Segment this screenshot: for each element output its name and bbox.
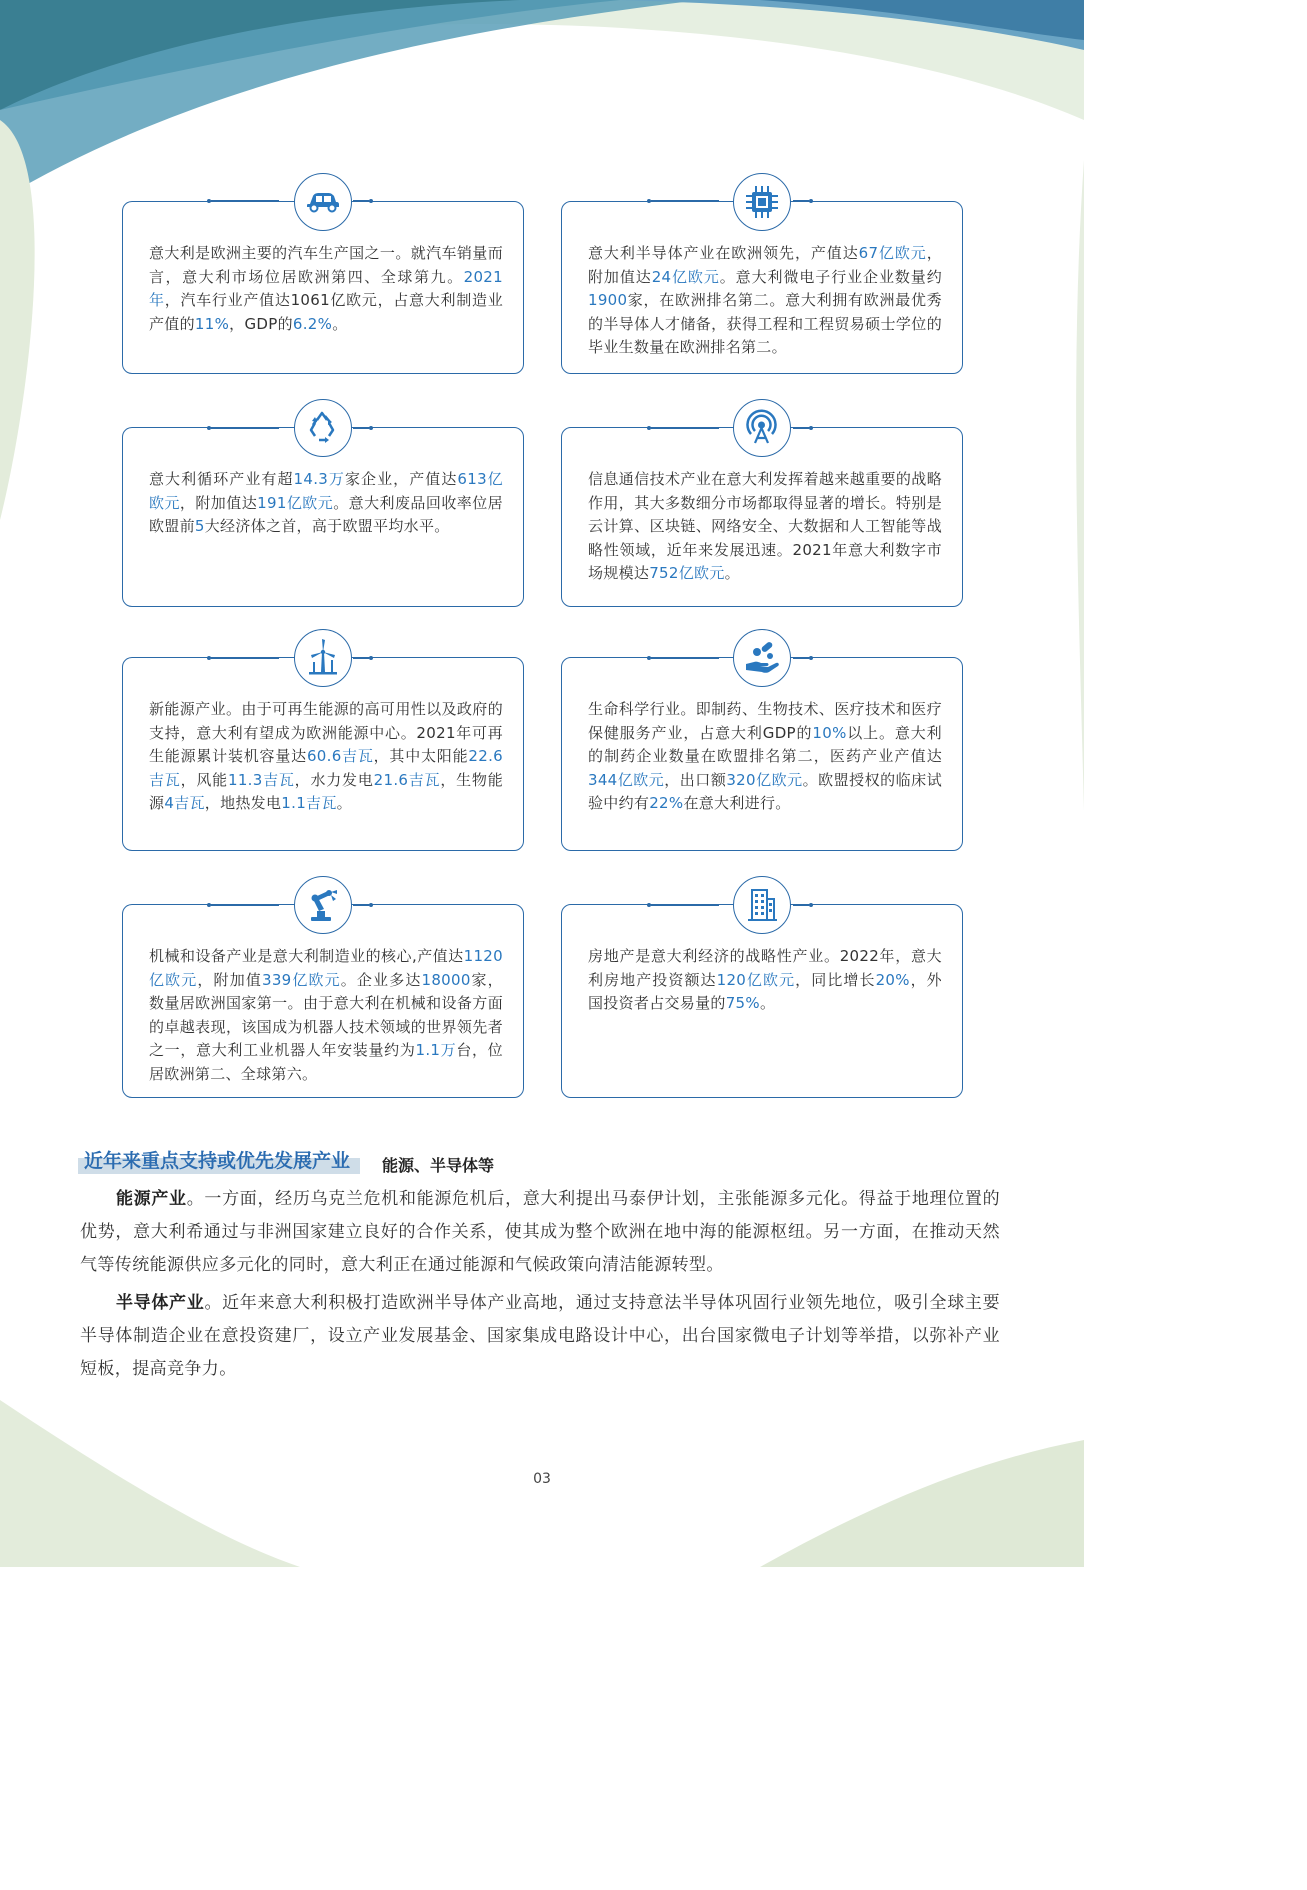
card-text-segment: ，附加值达 bbox=[179, 493, 258, 512]
card-text-segment: ，外国投资者占交易量的 bbox=[588, 970, 942, 1012]
card-text-segment: 以上。意大利的制药企业数量在欧盟排名第二，医药产业产值达 bbox=[588, 723, 942, 765]
card-text-segment: 家企业，产值达 bbox=[344, 470, 458, 488]
building-icon bbox=[733, 876, 791, 934]
card-text bbox=[588, 945, 942, 1016]
card-text-segment: ，生物能源 bbox=[149, 770, 504, 812]
highlight-value: 22.6吉瓦 bbox=[149, 747, 503, 789]
card-text-segment: 家，数量居欧洲国家第一。由于意大利在机械和设备方面的卓越表现，该国成为机器人技术领域的世界领先者之一，意大利工业机器人年安装量约为 bbox=[149, 970, 503, 1059]
highlight-value: 67亿欧元 bbox=[858, 244, 927, 262]
paragraph-body: 。一方面，经历乌克兰危机和能源危机后，意大利提出马泰伊计划，主张能源多元化。得益于地理位置的优势，意大利希通过与非洲国家建立良好的合作关系，使其成为整个欧洲在地中海的能源枢纽。另一方面，在推动天然气等传统能源供应多元化的同时，意大利正在通过能源和气候政策向清洁能源转型。 bbox=[80, 1189, 1000, 1275]
highlight-value: 120亿欧元 bbox=[716, 970, 796, 989]
card-text-segment: 生命科学行业。即制药、生物技术、医疗技术和医疗保健服务产业，占意大利GDP的 bbox=[588, 700, 942, 742]
card-text-segment: 在意大利进行。 bbox=[683, 794, 791, 812]
highlight-value: 20% bbox=[875, 970, 910, 989]
highlight-value: 613亿欧元 bbox=[149, 470, 503, 512]
highlight-value: 11% bbox=[194, 314, 230, 333]
card-text-segment: 。欧盟授权的临床试验中约有 bbox=[588, 770, 942, 812]
signal-tower-icon bbox=[733, 399, 791, 457]
card-text bbox=[149, 242, 503, 336]
card-text-segment: ，汽车行业产值达1061亿欧元，占意大利制造业产值的 bbox=[149, 291, 503, 333]
card-text-segment: ，其中太阳能 bbox=[373, 747, 469, 765]
card-text-segment: 。 bbox=[724, 564, 740, 582]
card-text bbox=[149, 468, 503, 539]
highlight-value: 752亿欧元 bbox=[649, 564, 725, 582]
card-text-segment: 信息通信技术产业在意大利发挥着越来越重要的战略作用，其大多数细分市场都取得显著的增长。特别是云计算、区块链、网络安全、大数据和人工智能等战略性领域，近年来发展迅速。2021年意大利数字市场规模达 bbox=[588, 470, 942, 582]
card-text-segment: 房地产是意大利经济的战略性产业。2022年，意大利房地产投资额达 bbox=[588, 947, 942, 989]
card-text bbox=[588, 698, 942, 816]
card-text-segment: 机械和设备产业是意大利制造业的核心,产值达 bbox=[149, 947, 464, 965]
card-text bbox=[149, 698, 503, 816]
page-number: 03 bbox=[533, 1471, 551, 1487]
highlight-value: 4吉瓦 bbox=[164, 794, 205, 812]
card-text-segment: 。意大利微电子行业企业数量约 bbox=[719, 267, 943, 286]
paragraph-energy bbox=[80, 1183, 1000, 1282]
highlight-value: 344亿欧元 bbox=[588, 770, 665, 789]
card-text-segment: ，附加值达 bbox=[588, 244, 942, 286]
highlight-value: 320亿欧元 bbox=[726, 770, 803, 789]
highlight-value: 18000 bbox=[421, 970, 471, 989]
card-text-segment: 。 bbox=[332, 314, 348, 333]
paragraph-body: 。近年来意大利积极打造欧洲半导体产业高地，通过支持意法半导体巩固行业领先地位，吸引全球主要半导体制造企业在意投资建厂，设立产业发展基金、国家集成电路设计中心，出台国家微电子计划等举措，以弥补产业短板，提高竞争力。 bbox=[80, 1293, 1001, 1379]
card-text-segment: 意大利是欧洲主要的汽车生产国之一。就汽车销量而言，意大利市场位居欧洲第四、全球第九。 bbox=[149, 244, 503, 286]
paragraph-semiconductor bbox=[80, 1287, 1000, 1386]
highlight-value: 11.3吉瓦 bbox=[227, 770, 295, 789]
card-text-segment: ，同比增长 bbox=[795, 970, 876, 989]
wind-turbine-icon bbox=[294, 629, 352, 687]
highlight-value: 1120亿欧元 bbox=[149, 947, 503, 989]
section-title: 近年来重点支持或优先发展产业 bbox=[84, 1150, 351, 1172]
card-text-segment: 。企业多达 bbox=[340, 970, 422, 989]
robot-arm-icon bbox=[294, 876, 352, 934]
card-text-segment: ，水力发电 bbox=[294, 770, 374, 789]
highlight-value: 1900 bbox=[588, 291, 628, 309]
card-text bbox=[588, 242, 942, 360]
card-text-segment: ，风能 bbox=[180, 770, 228, 789]
card-text-segment: 台，位居欧洲第二、全球第六。 bbox=[149, 1041, 503, 1083]
highlight-value: 5 bbox=[194, 517, 205, 535]
card-text-segment: 新能源产业。由于可再生能源的高可用性以及政府的支持，意大利有望成为欧洲能源中心。2021年可再生能源累计装机容量达 bbox=[149, 700, 503, 765]
highlight-value: 1.1吉瓦 bbox=[281, 794, 337, 812]
card-text-segment: ，地热发电 bbox=[204, 794, 282, 812]
highlight-value: 339亿欧元 bbox=[261, 970, 341, 989]
card-text-segment: ，出口额 bbox=[664, 770, 727, 789]
card-text-segment: 。 bbox=[336, 794, 352, 812]
card-text-segment: 。意大利废品回收率位居欧盟前 bbox=[149, 493, 503, 535]
recycle-icon bbox=[294, 399, 352, 457]
card-text-segment: 大经济体之首，高于欧盟平均水平。 bbox=[204, 517, 450, 535]
paragraph-lead: 能源产业 bbox=[116, 1189, 187, 1209]
highlight-value: 14.3万 bbox=[293, 470, 345, 488]
highlight-value: 10% bbox=[812, 723, 847, 742]
highlight-value: 2021年 bbox=[149, 267, 503, 309]
highlight-value: 60.6吉瓦 bbox=[306, 747, 374, 765]
card-text-segment: 。 bbox=[759, 994, 776, 1012]
car-icon bbox=[294, 173, 352, 231]
section-subtitle: 能源、半导体等 bbox=[382, 1156, 495, 1175]
card-text-segment: 家，在欧洲排名第二。意大利拥有欧洲最优秀的半导体人才储备，获得工程和工程贸易硕士学位的毕业生数量在欧洲排名第二。 bbox=[588, 291, 942, 356]
highlight-value: 22% bbox=[649, 794, 684, 812]
card-text bbox=[149, 945, 503, 1086]
highlight-value: 75% bbox=[725, 994, 760, 1012]
card-text-segment: ，GDP的 bbox=[229, 314, 293, 333]
highlight-value: 1.1万 bbox=[415, 1041, 457, 1059]
highlight-value: 191亿欧元 bbox=[257, 493, 334, 512]
paragraph-lead: 半导体产业 bbox=[116, 1293, 205, 1313]
highlight-value: 21.6吉瓦 bbox=[373, 770, 441, 789]
card-text-segment: 意大利循环产业有超 bbox=[149, 470, 294, 488]
card-text bbox=[588, 468, 942, 586]
medicine-hand-icon bbox=[733, 629, 791, 687]
card-text-segment: 意大利半导体产业在欧洲领先，产值达 bbox=[588, 244, 859, 262]
card-text-segment: ，附加值 bbox=[197, 970, 262, 989]
highlight-value: 24亿欧元 bbox=[651, 267, 720, 286]
microchip-icon bbox=[733, 173, 791, 231]
highlight-value: 6.2% bbox=[292, 314, 333, 333]
